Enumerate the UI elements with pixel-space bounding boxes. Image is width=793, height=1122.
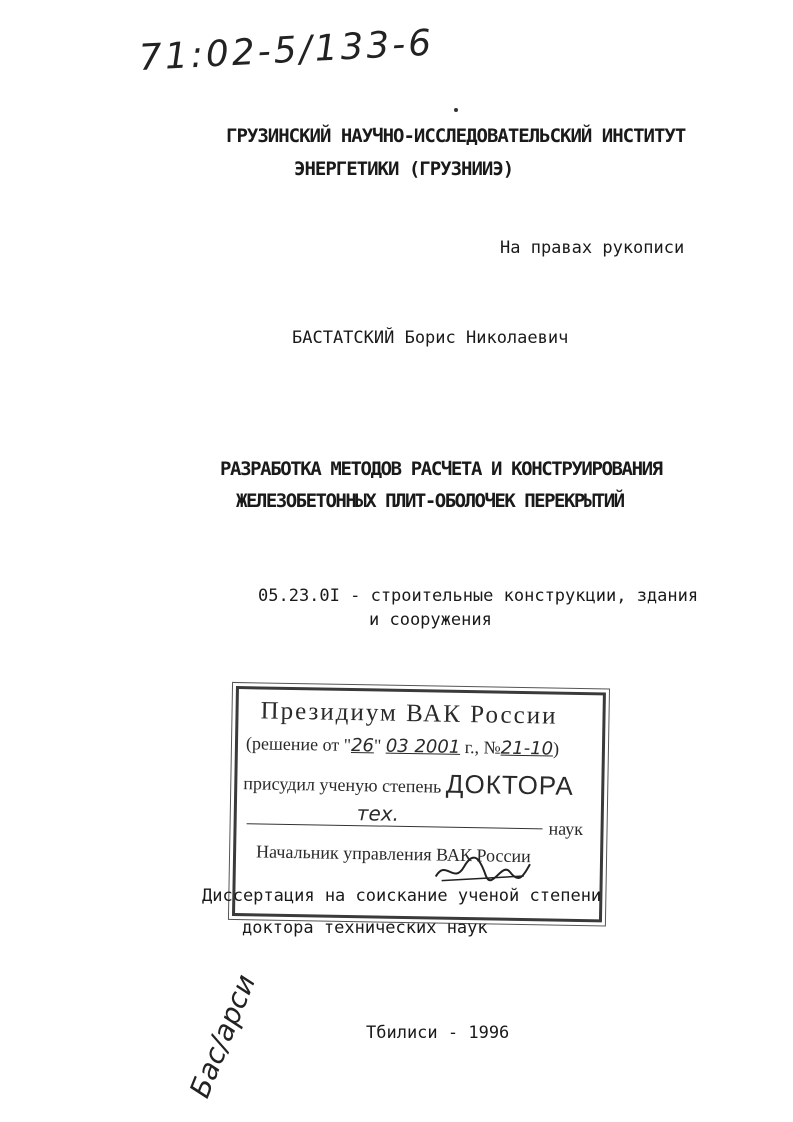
dissertation-degree-line-1: Диссертация на соискание ученой степени — [202, 886, 602, 906]
stamp-day: 26 — [350, 735, 375, 757]
stamp-sciences: наук — [548, 818, 584, 840]
dissertation-title-line-2: ЖЕЛЕЗОБЕТОННЫХ ПЛИТ-ОБОЛОЧЕК ПЕРЕКРЫТИЙ — [236, 490, 624, 512]
institute-line-1: ГРУЗИНСКИЙ НАУЧНО-ИССЛЕДОВАТЕЛЬСКИЙ ИНСТИТУТ — [226, 125, 686, 147]
stamp-number: 21-10 — [500, 737, 554, 760]
stamp-month-year: 03 2001 — [385, 735, 461, 758]
stamp-decision-prefix: (решение от " — [245, 733, 352, 756]
stamp-decision-line — [246, 733, 559, 759]
stamp-year-suffix: г., № — [464, 737, 501, 758]
stamp-awarded-line — [243, 765, 574, 802]
stamp-degree: ДОКТОРА — [445, 768, 575, 801]
rights-notice: На правах рукописи — [500, 238, 685, 258]
stamp-close-paren: ) — [552, 738, 560, 759]
stamp-title: Президиум ВАК России — [260, 697, 558, 730]
dissertation-degree-line-2: доктора технических наук — [242, 918, 488, 938]
stamp-awarded-text: присудил ученую степень — [243, 773, 442, 797]
stamp-quote: " — [373, 735, 382, 756]
signature-scribble — [432, 854, 533, 886]
scan-speck — [454, 108, 458, 112]
place-and-year: Тбилиси - 1996 — [366, 1023, 510, 1043]
author-name: БАСТАТСКИЙ Борис Николаевич — [292, 328, 569, 348]
margin-handwritten-note: Бас/арси — [183, 969, 263, 1103]
dissertation-title-line-1: РАЗРАБОТКА МЕТОДОВ РАСЧЕТА И КОНСТРУИРОВАНИЯ — [220, 458, 662, 480]
specialty-line-1: 05.23.0I - строительные конструкции, здания — [258, 586, 699, 606]
institute-line-2: ЭНЕРГЕТИКИ (ГРУЗНИИЭ) — [294, 158, 514, 180]
archive-code-handwritten: 71:02-5/133-6 — [138, 22, 436, 79]
stamp-chief: Начальник управления ВАК России — [255, 841, 531, 867]
specialty-line-2: и сооружения — [369, 610, 492, 630]
stamp-field-handwritten: тех. — [356, 801, 400, 826]
